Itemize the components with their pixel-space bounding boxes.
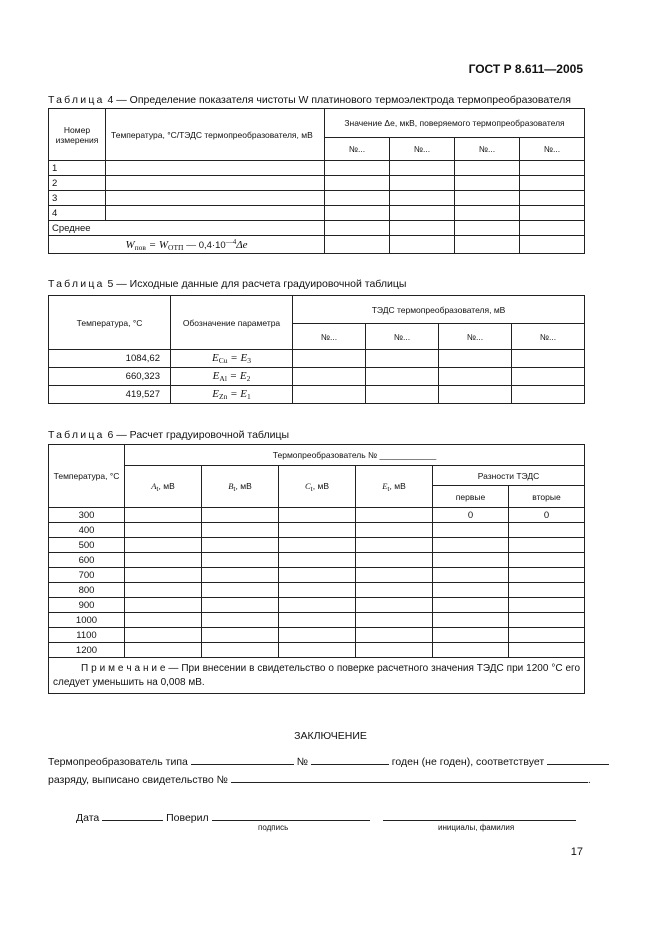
table6-temp: 1100 [49, 628, 125, 643]
table4-col-temp: Температура, °С/ТЭДС термопреобразователя, мВ [106, 109, 325, 161]
table5-caption-prefix: Таблица [48, 278, 105, 290]
document-id: ГОСТ Р 8.611—2005 [468, 62, 583, 76]
table4-row-num: 3 [49, 191, 106, 206]
page-number: 17 [570, 846, 583, 858]
table6-temp: 900 [49, 598, 125, 613]
type-blank[interactable] [191, 754, 294, 765]
table5-temp: 1084,62 [49, 350, 171, 368]
table4-row-num: 2 [49, 176, 106, 191]
conclusion-fit-label: годен (не годен), соответствует [391, 756, 545, 768]
table6-temp: 1000 [49, 613, 125, 628]
conclusion-type-label: Термопреобразователь типа [48, 756, 188, 768]
table4-subcol: №... [390, 138, 455, 161]
conclusion-title: ЗАКЛЮЧЕНИЕ [294, 730, 367, 742]
table6-col-bt: Bt, мВ [202, 466, 279, 508]
table5-subcol: №... [293, 324, 366, 350]
date-blank[interactable] [102, 810, 163, 821]
table6-temp: 700 [49, 568, 125, 583]
name-caption: инициалы, фамилия [438, 823, 515, 832]
table6-col-group: Термопреобразователь № ____________ [125, 445, 585, 466]
table6-caption-text: 6 — Расчет градуировочной таблицы [107, 429, 290, 441]
table4-row-num: 4 [49, 206, 106, 221]
table5 [48, 295, 585, 404]
table6-temp: 300 [49, 508, 125, 523]
table5-caption-text: 5 — Исходные данные для расчета градуировочной таблицы [107, 278, 407, 290]
table6-temp: 1200 [49, 643, 125, 658]
conclusion-period: . [587, 774, 591, 786]
name-blank[interactable] [383, 810, 576, 821]
table5-col-param: Обозначение параметра [171, 296, 293, 350]
number-blank[interactable] [311, 754, 389, 765]
table5-param: $E_{Zn} = E_1$ [171, 386, 293, 404]
table6-diff-value: 0 [509, 508, 585, 523]
table6-diff-first: первые [433, 486, 509, 508]
table6-col-temp: Температура, °С [49, 445, 125, 508]
conclusion-certificate-label: разряду, выписано свидетельство № [48, 774, 228, 786]
certificate-number-blank[interactable] [231, 772, 588, 783]
table6-diff-second: вторые [509, 486, 585, 508]
table6-caption-prefix: Таблица [48, 429, 105, 441]
table4-formula: $W_{пов} = W_{ОТП}$ — $0,4\cdot 10^{—4}\Delta e$ [49, 236, 325, 254]
date-label: Дата [76, 812, 100, 824]
table4 [48, 108, 585, 254]
table6-temp: 500 [49, 538, 125, 553]
conclusion-line-2 [48, 772, 591, 786]
signature-blank[interactable] [212, 810, 370, 821]
table6-col-et: Et, мВ [356, 466, 433, 508]
table4-row-num: 1 [49, 161, 106, 176]
table6 [48, 444, 585, 694]
table4-col-num: Номер измерения [49, 109, 106, 161]
table5-param: $E_{Cu} = E_3$ [171, 350, 293, 368]
table4-caption-text: 4 — Определение показателя чистоты W платинового термоэлектрода термопреобразователя [107, 94, 571, 106]
table6-col-at: At, мВ [125, 466, 202, 508]
table4-caption [48, 94, 571, 106]
conclusion-line-1 [48, 754, 609, 768]
table6-caption [48, 429, 289, 441]
signature-line [76, 810, 576, 824]
table4-caption-prefix: Таблица [48, 94, 105, 106]
table5-subcol: №... [439, 324, 512, 350]
table5-temp: 660,323 [49, 368, 171, 386]
table6-diff-value: 0 [433, 508, 509, 523]
table4-subcol: №... [325, 138, 390, 161]
category-blank[interactable] [547, 754, 609, 765]
checked-label: Поверил [166, 812, 209, 824]
table6-note: П р и м е ч а н и е — При внесении в свидетельство о поверке расчетного значения ТЭДС при 1200 °С его следует уменьшить на 0,008 мВ. [49, 658, 585, 694]
signature-caption: подпись [258, 823, 289, 832]
table6-col-ct: Ct, мВ [279, 466, 356, 508]
table4-col-value: Значение Δe, мкВ, поверяемого термопреобразователя [325, 109, 585, 138]
table5-col-temp: Температура, °С [49, 296, 171, 350]
conclusion-number-label: № [296, 756, 308, 768]
table6-col-diff: Разности ТЭДС [433, 466, 585, 486]
table6-temp: 600 [49, 553, 125, 568]
table5-temp: 419,527 [49, 386, 171, 404]
table5-param: $E_{Al} = E_2$ [171, 368, 293, 386]
table6-temp: 800 [49, 583, 125, 598]
table5-subcol: №... [366, 324, 439, 350]
table5-col-tedc: ТЭДС термопреобразователя, мВ [293, 296, 585, 324]
table6-temp: 400 [49, 523, 125, 538]
table4-mean-label: Среднее [49, 221, 325, 236]
table4-subcol: №... [520, 138, 585, 161]
table5-subcol: №... [512, 324, 585, 350]
table4-subcol: №... [455, 138, 520, 161]
table5-caption [48, 278, 406, 290]
